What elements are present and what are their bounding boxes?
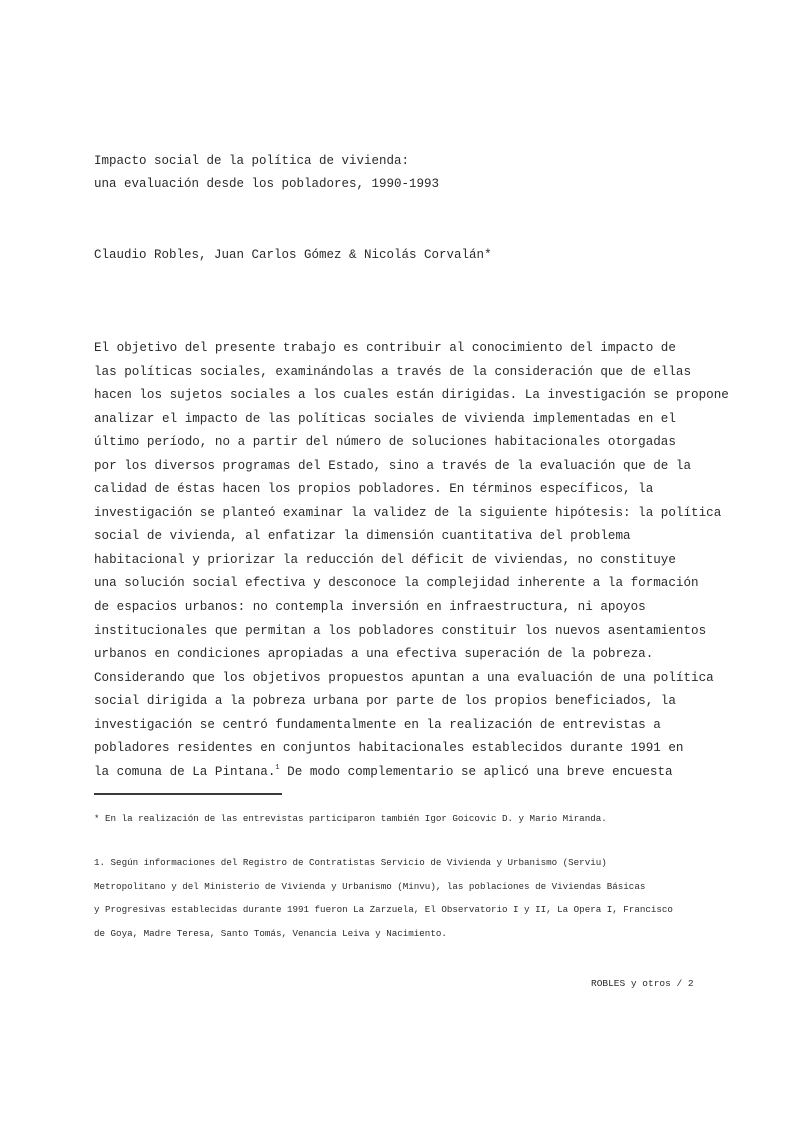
body-line: último período, no a partir del número de soluciones habitacionales otorgadas [94,435,676,450]
body-line: social de vivienda, al enfatizar la dimensión cuantitativa del problema [94,529,631,544]
body-line: una solución social efectiva y desconoce la complejidad inherente a la formación [94,576,699,591]
footnote-line: y Progresivas establecidas durante 1991 fueron La Zarzuela, El Observatorio I y II, La Opera I, Francisco [94,904,673,915]
footnote-star: * En la realización de las entrevistas participaron también Igor Goicovic D. y Mario Miranda. [94,813,607,824]
body-line: El objetivo del presente trabajo es contribuir al conocimiento del impacto de [94,341,676,355]
body-line: urbanos en condiciones apropiadas a una efectiva superación de la pobreza. [94,647,654,662]
footnote-line: 1. Según informaciones del Registro de Contratistas Servicio de Vivienda y Urbanismo (Serviu) [94,857,607,868]
body-line: calidad de éstas hacen los propios pobladores. En términos específicos, la [94,482,654,497]
body-line: las políticas sociales, examinándolas a través de la consideración que de ellas [94,364,692,379]
footnote-line: de Goya, Madre Teresa, Santo Tomás, Venancia Leiva y Nacimiento. [94,927,447,939]
footnote-reference: 1 [275,763,280,772]
body-line: analizar el impacto de las políticas sociales de vivienda implementadas en el [94,411,676,426]
document-title [94,150,439,196]
body-line: investigación se planteó examinar la validez de la siguiente hipótesis: la política [94,505,722,520]
footnote-line: Metropolitano y del Ministerio de Vivienda y Urbanismo (Minvu), las poblaciones de Viviendas Básicas [94,880,646,892]
body-text-segment: De modo complementario se aplicó una breve encuesta [279,764,673,779]
footnote-separator [94,793,282,795]
body-line: Considerando que los objetivos propuestos apuntan a una evaluación de una política [94,670,714,685]
body-line: investigación se centró fundamentalmente en la realización de entrevistas a [94,717,661,732]
title-line-2: una evaluación desde los pobladores, 1990-1993 [94,177,440,191]
body-line: de espacios urbanos: no contempla inversión en infraestructura, ni apoyos [94,600,646,615]
body-line: por los diversos programas del Estado, sino a través de la evaluación que de la [94,458,692,473]
page-footer: ROBLES y otros / 2 [591,978,694,989]
authors-line: Claudio Robles, Juan Carlos Gómez & Nicolás Corvalán* [94,248,492,262]
body-line: institucionales que permitan a los pobladores constituir los nuevos asentamientos [94,623,707,638]
body-paragraph [94,337,729,784]
body-line: pobladores residentes en conjuntos habitacionales establecidos durante 1991 en [94,741,684,756]
title-line-1: Impacto social de la política de vivienda: [94,154,410,168]
body-line-last [94,761,714,785]
body-text-segment: la comuna de La Pintana. [94,764,276,779]
footnote-1 [94,851,714,945]
body-line: hacen los sujetos sociales a los cuales están dirigidas. La investigación se propone [94,388,729,403]
body-line: social dirigida a la pobreza urbana por parte de los propios beneficiados, la [94,694,676,709]
body-line: habitacional y priorizar la reducción del déficit de viviendas, no constituye [94,552,676,567]
